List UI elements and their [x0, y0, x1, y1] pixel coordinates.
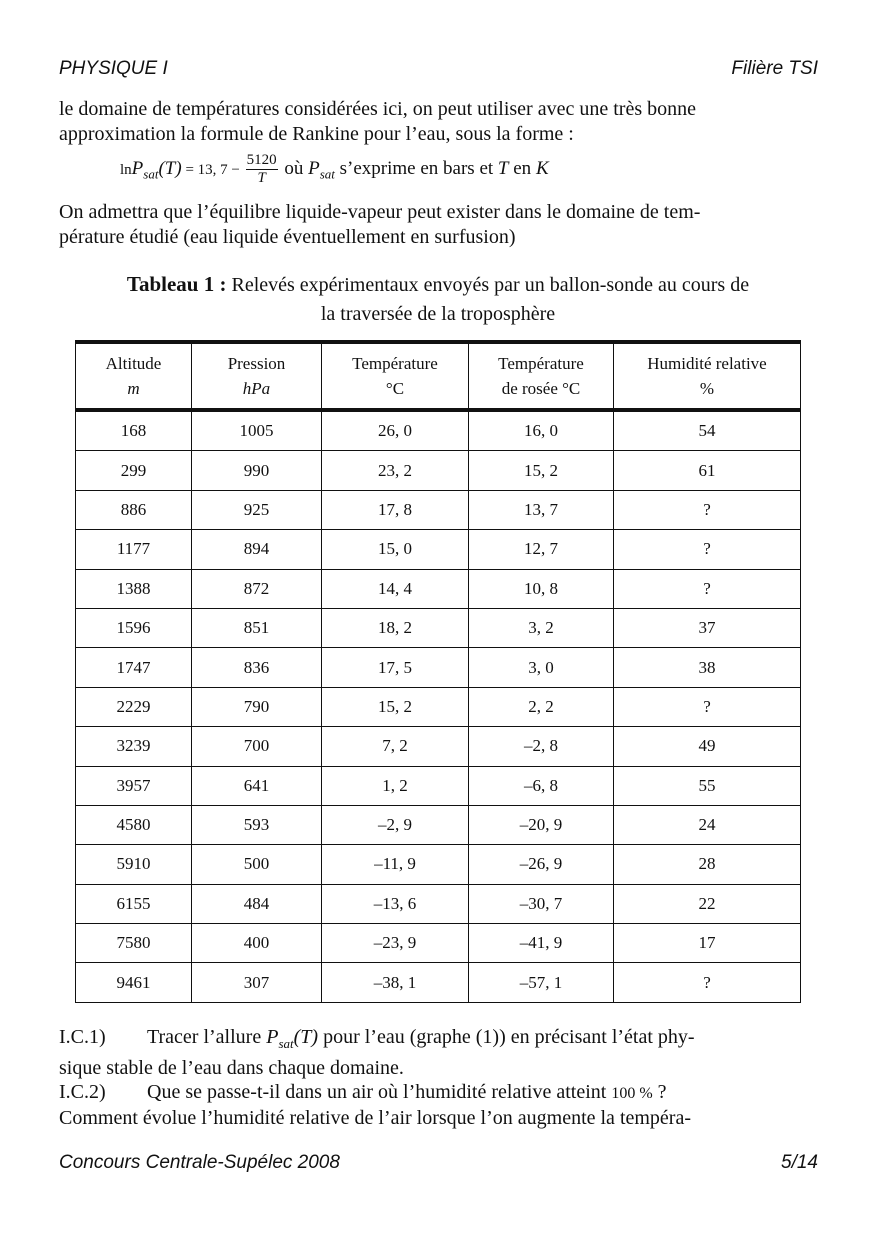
column-header-line-2: de rosée °C: [501, 379, 581, 398]
intro-line-2: approximation la formule de Rankine pour l’eau, sous la forme :: [59, 123, 574, 145]
column-header: [614, 342, 801, 410]
q1-arg: (T): [293, 1026, 319, 1048]
table-row: [76, 766, 801, 805]
table-row: [76, 608, 801, 647]
table-cell: 299: [76, 451, 192, 490]
table-cell: 38: [614, 648, 801, 687]
table-cell: 1596: [76, 608, 192, 647]
table-cell: 18, 2: [322, 608, 469, 647]
formula-text-3: en: [508, 157, 536, 179]
table-cell: 15, 0: [322, 530, 469, 569]
formula-ln: ln: [120, 161, 132, 178]
table-cell: 17, 5: [322, 648, 469, 687]
table-cell: 484: [192, 884, 322, 923]
table-cell: –20, 9: [469, 805, 614, 844]
column-header-line-1: Température: [352, 354, 438, 373]
formula-text-1: où: [279, 157, 309, 179]
table-cell: ?: [614, 569, 801, 608]
formula-psat: P: [308, 157, 320, 179]
table-cell: 26, 0: [322, 410, 469, 451]
table-cell: 17: [614, 924, 801, 963]
intro-line-1: le domaine de températures considérées ici, on peut utiliser avec une très bonne: [59, 98, 696, 120]
table-cell: 790: [192, 687, 322, 726]
table-cell: 1005: [192, 410, 322, 451]
table-row: [76, 410, 801, 451]
rankine-formula: [120, 152, 549, 187]
assumption-line-2: pérature étudié (eau liquide éventuellement en surfusion): [59, 226, 516, 248]
formula-sub: sat: [143, 166, 159, 182]
table-cell: 23, 2: [322, 451, 469, 490]
question-ic2: [59, 1080, 817, 1131]
footer-page-number: 5/14: [781, 1152, 818, 1173]
table-cell: 12, 7: [469, 530, 614, 569]
q2-text-b: ?: [652, 1081, 667, 1103]
table-cell: –38, 1: [322, 963, 469, 1002]
q1-sub: sat: [278, 1036, 294, 1051]
table-cell: 49: [614, 727, 801, 766]
table-cell: 3, 0: [469, 648, 614, 687]
table-cell: –26, 9: [469, 845, 614, 884]
column-header-line-1: Pression: [227, 354, 286, 373]
table-cell: 836: [192, 648, 322, 687]
table-cell: 9461: [76, 963, 192, 1002]
table-cell: 16, 0: [469, 410, 614, 451]
table-cell: 1388: [76, 569, 192, 608]
table-cell: 641: [192, 766, 322, 805]
intro-paragraph: [59, 97, 817, 147]
table-cell: 10, 8: [469, 569, 614, 608]
table-cell: 6155: [76, 884, 192, 923]
table-row: [76, 648, 801, 687]
table-cell: 400: [192, 924, 322, 963]
table-cell: 24: [614, 805, 801, 844]
table-cell: 851: [192, 608, 322, 647]
column-header: [322, 342, 469, 410]
table-cell: 894: [192, 530, 322, 569]
table-cell: 500: [192, 845, 322, 884]
table-cell: 22: [614, 884, 801, 923]
table-cell: 7580: [76, 924, 192, 963]
table-row: [76, 924, 801, 963]
column-header: [192, 342, 322, 410]
table-cell: 3239: [76, 727, 192, 766]
formula-text-2: s’exprime en bars et: [334, 157, 498, 179]
caption-text-2: la traversée de la troposphère: [320, 303, 556, 325]
table-cell: –11, 9: [322, 845, 469, 884]
table-row: [76, 569, 801, 608]
table-row: [76, 451, 801, 490]
fraction-denominator: T: [257, 170, 266, 186]
column-header-line-2: m: [127, 379, 140, 398]
table-cell: 1747: [76, 648, 192, 687]
table-cell: 593: [192, 805, 322, 844]
formula-const: = 13, 7 −: [181, 161, 244, 178]
table-cell: 13, 7: [469, 490, 614, 529]
column-header: [76, 342, 192, 410]
table-cell: 15, 2: [469, 451, 614, 490]
table-cell: 37: [614, 608, 801, 647]
table-cell: 886: [76, 490, 192, 529]
table-row: [76, 963, 801, 1002]
table-cell: 700: [192, 727, 322, 766]
table-row: [76, 805, 801, 844]
table-cell: ?: [614, 530, 801, 569]
table-cell: 1177: [76, 530, 192, 569]
table-cell: –2, 8: [469, 727, 614, 766]
sounding-table: [75, 340, 801, 1003]
q1-text-b: pour l’eau (graphe (1)) en précisant l’état phy-: [318, 1026, 695, 1048]
table-cell: 15, 2: [322, 687, 469, 726]
column-header: [469, 342, 614, 410]
q1-label: I.C.1): [59, 1026, 106, 1048]
table-cell: –2, 9: [322, 805, 469, 844]
table-body: [76, 410, 801, 1002]
table-caption: [60, 270, 816, 329]
column-header-line-1: Humidité relative: [647, 354, 767, 373]
table-cell: 990: [192, 451, 322, 490]
header-filiere: Filière TSI: [731, 58, 818, 79]
table-row: [76, 727, 801, 766]
q2-value: 100 %: [611, 1085, 653, 1102]
table-cell: 4580: [76, 805, 192, 844]
fraction-numerator: 5120: [246, 152, 277, 168]
question-ic1: [59, 1025, 817, 1081]
table-cell: ?: [614, 687, 801, 726]
assumption-paragraph: [59, 200, 817, 250]
table-cell: 1, 2: [322, 766, 469, 805]
column-header-line-2: %: [699, 379, 715, 398]
q2-line-2: Comment évolue l’humidité relative de l’air lorsque l’on augmente la tempéra-: [59, 1107, 692, 1129]
q2-text-a: Que se passe-t-il dans un air où l’humidité relative atteint: [147, 1081, 612, 1103]
q1-text-a: Tracer l’allure: [147, 1026, 267, 1048]
table-cell: –13, 6: [322, 884, 469, 923]
table-row: [76, 490, 801, 529]
column-header-line-2: hPa: [242, 379, 271, 398]
table-cell: 307: [192, 963, 322, 1002]
table-cell: 168: [76, 410, 192, 451]
column-header-line-2: °C: [385, 379, 405, 398]
caption-text-1: Relevés expérimentaux envoyés par un ballon-sonde au cours de: [226, 274, 750, 296]
table-cell: 61: [614, 451, 801, 490]
table-cell: –30, 7: [469, 884, 614, 923]
table-cell: 2229: [76, 687, 192, 726]
table-cell: 14, 4: [322, 569, 469, 608]
table-cell: ?: [614, 490, 801, 529]
table-cell: –23, 9: [322, 924, 469, 963]
q1-var: P: [266, 1026, 279, 1048]
formula-arg: (T): [158, 157, 182, 179]
table-header-row: [76, 342, 801, 410]
table-cell: 925: [192, 490, 322, 529]
table-cell: 3957: [76, 766, 192, 805]
table-cell: 7, 2: [322, 727, 469, 766]
q2-label: I.C.2): [59, 1081, 106, 1103]
assumption-line-1: On admettra que l’équilibre liquide-vapeur peut exister dans le domaine de tem-: [59, 201, 701, 223]
caption-label: Tableau 1 :: [126, 272, 227, 296]
column-header-line-1: Température: [498, 354, 584, 373]
table-cell: 54: [614, 410, 801, 451]
table-cell: ?: [614, 963, 801, 1002]
formula-k: K: [535, 157, 549, 179]
q1-line-2: sique stable de l’eau dans chaque domaine.: [59, 1057, 404, 1079]
table-cell: 28: [614, 845, 801, 884]
table-row: [76, 884, 801, 923]
header-subject: PHYSIQUE I: [59, 58, 168, 79]
column-header-line-1: Altitude: [105, 354, 162, 373]
table-cell: 17, 8: [322, 490, 469, 529]
table-cell: 2, 2: [469, 687, 614, 726]
footer-contest: Concours Centrale-Supélec 2008: [59, 1152, 340, 1173]
table-cell: 5910: [76, 845, 192, 884]
table-row: [76, 845, 801, 884]
table-cell: –41, 9: [469, 924, 614, 963]
table-cell: 55: [614, 766, 801, 805]
formula-fraction: [246, 152, 278, 187]
table-cell: 872: [192, 569, 322, 608]
formula-p: P: [131, 157, 144, 179]
formula-psat-sub: sat: [319, 166, 335, 182]
table-cell: 3, 2: [469, 608, 614, 647]
table-row: [76, 530, 801, 569]
table-row: [76, 687, 801, 726]
table-cell: –57, 1: [469, 963, 614, 1002]
table-cell: –6, 8: [469, 766, 614, 805]
formula-t: T: [497, 157, 509, 179]
